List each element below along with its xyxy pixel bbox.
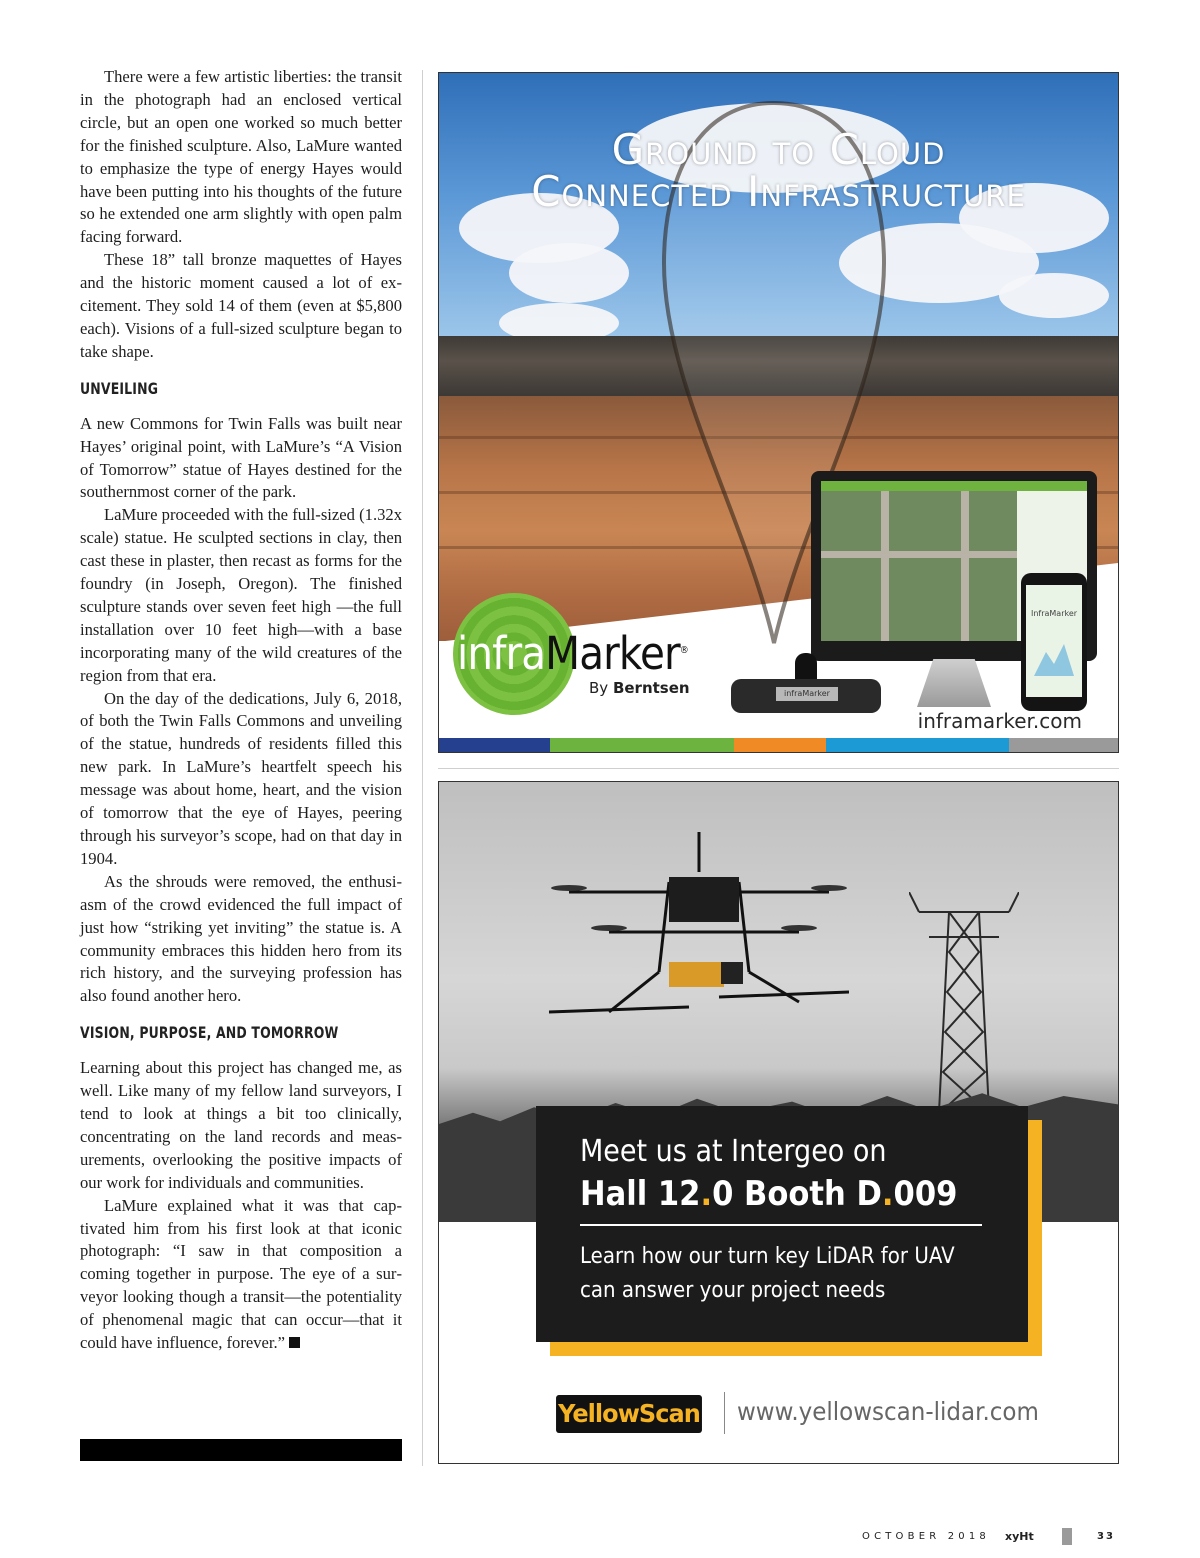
uav-drone-icon <box>549 822 849 1052</box>
end-mark-icon <box>289 1337 300 1348</box>
article-paragraph-final <box>80 1195 402 1355</box>
footer-gray-block <box>1062 1528 1072 1545</box>
footer-magazine-name: xyHt <box>1005 1530 1034 1543</box>
article-paragraph: Learning about this project has changed me, as well. Like many of my fellow land surveyors, I tend to look at things a bit too clinically, concentrating on the land records and measurements, overlooking the positive impacts of our work for individuals and communities. <box>80 1058 402 1192</box>
yellowscan-url-link[interactable]: www.yellowscan-lidar.com <box>737 1397 1039 1426</box>
article-paragraph: As the shrouds were removed, the enthusiasm of the crowd evidenced the full impact of just how “striking yet inviting” the statue is. A community embraces this hidden hero from its rich history, and the surveying profession has also found another hero. <box>80 871 402 1006</box>
logo-byline <box>589 679 690 697</box>
ad-headline-line1: Ground to Cloud <box>611 125 946 174</box>
inframarker-ad[interactable] <box>438 72 1119 753</box>
map-graphic-icon <box>1034 636 1074 676</box>
section-heading-vision: VISION, PURPOSE, AND TOMORROW <box>80 1023 339 1043</box>
article-paragraph: There were a few artistic liberties: the transit in the photograph had an enclosed vertical circle, but an open one worked so much better for the finished sculpture. Also, LaMure wanted to emphasize the type of energy Hayes would have been putting into his thoughts of the future so he extended one arm slightly with open palm facing forward. <box>80 67 402 247</box>
logo-text-infra: infra <box>457 627 546 680</box>
column-footer-bar <box>80 1439 402 1461</box>
strip-segment-gray <box>1009 738 1118 752</box>
article-column <box>80 66 402 1355</box>
map-road <box>821 551 1017 558</box>
screen-toolbar <box>821 481 1087 491</box>
accent-dot: . <box>881 1174 894 1214</box>
strip-segment-green <box>550 738 734 752</box>
strip-segment-cyan <box>826 738 1009 752</box>
logo-text-marker: Marker <box>545 627 680 680</box>
phone-image <box>1021 573 1087 711</box>
cloud <box>509 243 629 303</box>
device-label: infraMarker <box>776 687 838 701</box>
cloud <box>999 273 1109 318</box>
strip-segment-orange <box>734 738 826 752</box>
marker-locator-device <box>731 679 881 713</box>
color-strip <box>439 738 1118 752</box>
booth-number: 009 <box>893 1174 958 1214</box>
article-paragraph: These 18” tall bronze maquettes of Hayes and the historic moment caused a lot of excitement. They sold 14 of them (even at $5,800 each). Visions of a full-sized sculpture began to take shape. <box>80 250 402 361</box>
logo-separator <box>724 1392 725 1434</box>
promo-intro-text: Meet us at Intergeo on <box>580 1134 887 1169</box>
section-heading-unveiling: UNVEILING <box>80 378 159 398</box>
page-number: 33 <box>1097 1531 1115 1542</box>
article-paragraph: On the day of the dedications, July 6, 2018, of both the Twin Falls Commons and unveiling of the statue, hundreds of residents filled this new park. In LaMure’s heartfelt speech his message was about home, heart, and the vision of tomorrow that the eye of Hayes, peering through his surveyor’s scope, had on that day in 1904. <box>80 688 402 868</box>
footer-date: OCTOBER 2018 <box>862 1531 990 1542</box>
ad-headline-line2: Connected Infrastructure <box>531 167 1026 216</box>
inframarker-url-link[interactable]: inframarker.com <box>917 709 1082 733</box>
promo-divider <box>580 1224 982 1226</box>
marker-locator-dome <box>795 653 817 681</box>
booth-id: 0 Booth D <box>712 1174 882 1214</box>
map-road <box>961 491 969 641</box>
inframarker-logo <box>457 627 688 680</box>
yellowscan-logo: YellowScan <box>556 1395 702 1433</box>
registered-mark: ® <box>679 645 688 656</box>
accent-dot: . <box>700 1174 713 1214</box>
strip-segment-blue <box>439 738 550 752</box>
article-paragraph: A new Commons for Twin Falls was built near Hayes’ original point, with LaMure’s “A Vision of Tomorrow” statue of Hayes destined for the southernmost corner of the park. <box>80 413 402 502</box>
column-divider <box>422 70 423 1466</box>
event-promo-box <box>536 1106 1028 1342</box>
promo-description: Learn how our turn key LiDAR for UAV can answer your project needs <box>580 1244 955 1303</box>
promo-booth-text <box>580 1174 957 1214</box>
map-road <box>881 491 889 641</box>
byline-by: By <box>589 679 609 697</box>
phone-app-label: InfraMarker <box>1030 609 1078 618</box>
booth-hall: Hall 12 <box>580 1174 701 1214</box>
ad-separator-rule <box>438 768 1119 769</box>
phone-screen <box>1026 585 1082 697</box>
power-tower-icon <box>909 892 1019 1112</box>
article-paragraph: LaMure proceeded with the full-sized (1.32x scale) statue. He sculpted sections in clay, then cast these in plaster, then recast as forms for the foundry (in Joseph, Oregon). The finished sculpture stands over seven feet high —the full installation over 10 feet high—with a base incorporating many of the wild creatures of the region from that era. <box>80 505 402 685</box>
final-paragraph-text: LaMure explained what it was that captivated him from his first look at that iconic photograph: “I saw in that composition a coming together in purpose. The eye of a surveyor looking though a transit—the potentiality of phenomenal magic that can occur—that it could have influence, forever.” <box>80 1195 402 1353</box>
yellowscan-ad[interactable] <box>438 781 1119 1464</box>
byline-brand: Berntsen <box>612 679 690 697</box>
